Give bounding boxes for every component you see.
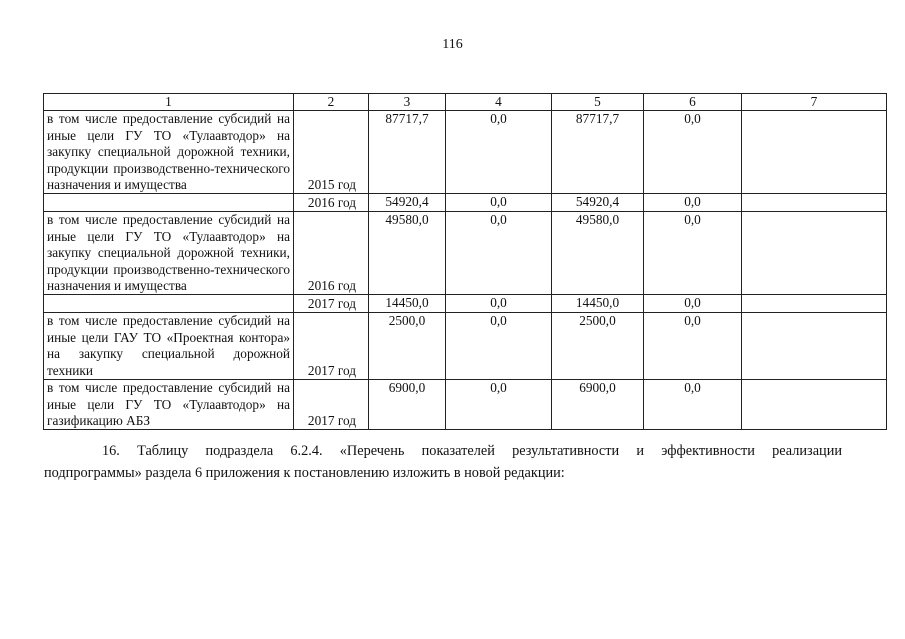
row-description [44, 194, 294, 212]
cell-col5: 49580,0 [552, 212, 644, 295]
cell-col6: 0,0 [644, 194, 742, 212]
cell-col6: 0,0 [644, 380, 742, 430]
cell-col5: 54920,4 [552, 194, 644, 212]
row-description [44, 295, 294, 313]
cell-col7 [742, 194, 887, 212]
column-header: 6 [644, 94, 742, 111]
row-description: в том числе предоставление субсидий на иные цели ГУ ТО «Тулаавтодор» на газификацию АБЗ [44, 380, 294, 430]
cell-col4: 0,0 [446, 295, 552, 313]
paragraph-line-1: 16. Таблицу подраздела 6.2.4. «Перечень показателей результативности и эффективности реализации [102, 443, 842, 459]
cell-col3: 14450,0 [369, 295, 446, 313]
table-row [44, 111, 887, 194]
row-year: 2015 год [294, 111, 369, 194]
cell-col3: 6900,0 [369, 380, 446, 430]
subsidy-table [43, 93, 887, 430]
table-row [44, 295, 887, 313]
cell-col5: 2500,0 [552, 313, 644, 380]
page-number: 116 [442, 37, 463, 52]
row-description: в том числе предоставление субсидий на иные цели ГУ ТО «Тулаавтодор» на закупку специальной дорожной техники, продукции производственно-технического назначения и имущества [44, 111, 294, 194]
cell-col4: 0,0 [446, 111, 552, 194]
cell-col7 [742, 111, 887, 194]
table-row [44, 194, 887, 212]
cell-col5: 6900,0 [552, 380, 644, 430]
cell-col4: 0,0 [446, 212, 552, 295]
column-header: 3 [369, 94, 446, 111]
table-header-row [44, 94, 887, 111]
row-year: 2017 год [294, 295, 369, 313]
column-header: 7 [742, 94, 887, 111]
table-row [44, 313, 887, 380]
cell-col3: 54920,4 [369, 194, 446, 212]
cell-col6: 0,0 [644, 295, 742, 313]
column-header: 4 [446, 94, 552, 111]
cell-col3: 87717,7 [369, 111, 446, 194]
cell-col7 [742, 313, 887, 380]
row-year: 2017 год [294, 380, 369, 430]
column-header: 1 [44, 94, 294, 111]
paragraph-line-2: подпрограммы» раздела 6 приложения к постановлению изложить в новой редакции: [44, 465, 565, 481]
row-year: 2016 год [294, 212, 369, 295]
row-description: в том числе предоставление субсидий на иные цели ГУ ТО «Тулаавтодор» на закупку специальной дорожной техники, продукции производственно-технического назначения и имущества [44, 212, 294, 295]
cell-col5: 14450,0 [552, 295, 644, 313]
row-year: 2017 год [294, 313, 369, 380]
column-header: 5 [552, 94, 644, 111]
cell-col4: 0,0 [446, 194, 552, 212]
cell-col7 [742, 380, 887, 430]
amendment-paragraph [44, 440, 842, 484]
cell-col7 [742, 295, 887, 313]
table-row [44, 380, 887, 430]
cell-col4: 0,0 [446, 313, 552, 380]
cell-col6: 0,0 [644, 212, 742, 295]
row-year: 2016 год [294, 194, 369, 212]
cell-col6: 0,0 [644, 111, 742, 194]
row-description: в том числе предоставление субсидий на иные цели ГАУ ТО «Проектная контора» на закупку специальной дорожной техники [44, 313, 294, 380]
cell-col4: 0,0 [446, 380, 552, 430]
cell-col3: 49580,0 [369, 212, 446, 295]
cell-col5: 87717,7 [552, 111, 644, 194]
cell-col6: 0,0 [644, 313, 742, 380]
cell-col3: 2500,0 [369, 313, 446, 380]
column-header: 2 [294, 94, 369, 111]
table-row [44, 212, 887, 295]
cell-col7 [742, 212, 887, 295]
